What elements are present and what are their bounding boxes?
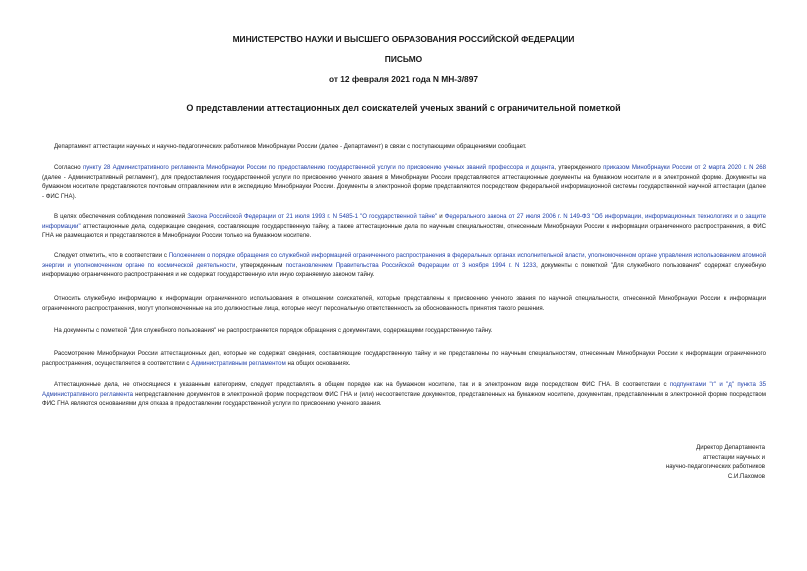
- paragraph-3-text-1: В целях обеспечения соблюдения положений: [54, 213, 188, 220]
- paragraph-7: [42, 349, 766, 368]
- paragraph-3-text-2: и: [437, 213, 445, 220]
- link-restricted-info-regulation[interactable]: Положением о порядке обращения со служебной информацией ограниченного распространения в федеральных органах исполнительной власти, уполномоченном органе управления использованием атомной энергии и уполномоченном органе по космической деятельности: [42, 252, 766, 269]
- signature-position: Директор Департамента: [696, 444, 765, 451]
- paragraph-2: [42, 163, 766, 201]
- paragraph-4-text-1: Следует отметить, что в соответствии с: [54, 252, 169, 259]
- paragraph-2-text-1: Согласно: [54, 164, 83, 171]
- paragraph-2-text-3: (далее - Административный регламент), для предоставления государственной услуги по присвоению ученого звания в Минобрнауки России представляются аттестационные документы на бумажном носителе и в электронной форме. Документы на бумажном носителе представляются почтовым отправлением или в экспедицию Минобрнауки России. Документы в электронной форме представляются посредством федеральной информационной системы государственной научной аттестации (далее - ФИС ГНА).: [42, 173, 766, 200]
- paragraph-5-text: Относить служебную информацию к информации ограниченного использования в отношении соискателей, которые представлены к присвоению ученого звания по научной специальности, отнесенной Минобрнауки России к информации ограниченного распространения, могут уполномоченные на это должностные лица, которые несут персональную ответственность за обоснованность принятия такого решения.: [42, 295, 766, 312]
- signature-name: С.И.Пахомов: [727, 472, 765, 480]
- link-order-268[interactable]: приказом Минобрнауки России от 2 марта 2020 г. N 268: [603, 164, 767, 171]
- paragraph-4-text-2: , утвержденным: [235, 261, 286, 269]
- paragraph-7-text-1: Рассмотрение Минобрнауки России аттестационных дел, которые не содержат сведения, составляющие государственную тайну и не представлены по научным специальностям, отнесенным Минобрнауки России к информации ограниченного распространения, осуществляется в соответствии с: [42, 350, 766, 367]
- paragraph-1: [42, 142, 766, 152]
- paragraph-8-text-2: непредставление документов в электронной форме посредством ФИС ГНА и (или) несоответствие документов, представленных на бумажном носителе, документам, представленным в электронной форме посредством ФИС ГНА являются основаниями для отказа в предоставлении государственной услуги по присвоению ученого звания.: [42, 390, 766, 408]
- paragraph-6-text: На документы с пометкой "Для служебного пользования" не распространяется порядок обращения с документами, содержащими государственную тайну.: [54, 327, 493, 334]
- paragraph-1-text: Департамент аттестации научных и научно-педагогических работников Минобрнауки России (далее - Департамент) в связи с поступающими обращениями сообщает.: [54, 143, 527, 150]
- document-subject: О представлении аттестационных дел соискателей ученых званий с ограничительной пометкой: [186, 103, 621, 113]
- link-information-law[interactable]: Федерального закона от 27 июля 2006 г. N 149-ФЗ "Об информации, информационных технологиях и о защите информации": [42, 213, 766, 230]
- paragraph-4: [42, 251, 766, 280]
- paragraph-5: [42, 294, 766, 313]
- paragraph-4-text-3: , документы с пометкой "Для служебного пользования" содержат служебную информацию ограниченного распространения и не содержат государственную или иную охраняемую законом тайну.: [42, 261, 766, 279]
- paragraph-8-text-1: Аттестационные дела, не относящиеся к указанным категориям, следует представлять в общем порядке как на бумажном носителе, так и в электронном виде посредством ФИС ГНА. В соответствии с: [54, 381, 670, 388]
- link-regulation-clause-28[interactable]: пункту 28 Административного регламента Минобрнауки России по предоставлению государственной услуги по присвоению ученых званий профессора и доцента: [82, 164, 555, 171]
- ministry-heading: МИНИСТЕРСТВО НАУКИ И ВЫСШЕГО ОБРАЗОВАНИЯ РОССИЙСКОЙ ФЕДЕРАЦИИ: [232, 34, 575, 44]
- link-state-secret-law[interactable]: Закона Российской Федерации от 21 июля 1993 г. N 5485-1 "О государственной тайне": [187, 213, 438, 220]
- paragraph-2-text-2: , утвержденного: [554, 164, 604, 171]
- document-type: ПИСЬМО: [384, 54, 423, 64]
- signature-department-cont: научно-педагогических работников: [665, 463, 765, 471]
- link-government-decree-1233[interactable]: постановлением Правительства Российской Федерации от 3 ноября 1994 г. N 1233: [285, 261, 537, 269]
- link-administrative-regulation[interactable]: Административным регламентом: [191, 359, 286, 367]
- signature-block: [666, 443, 765, 481]
- paragraph-3: [42, 212, 766, 241]
- signature-department: аттестации научных и: [702, 453, 765, 461]
- paragraph-8: [42, 380, 766, 409]
- paragraph-6: [42, 326, 766, 336]
- document-date-number: от 12 февраля 2021 года N МН-3/897: [328, 74, 479, 84]
- link-regulation-clause-35[interactable]: подпунктами "г" и "д" пункта 35 Административного регламента: [42, 381, 766, 398]
- paragraph-7-text-2: на общих основаниях.: [285, 359, 351, 367]
- paragraph-3-text-3: аттестационные дела, содержащие сведения, составляющие государственную тайну, а также аттестационные дела по научным специальностям, отнесенным Минобрнауки России к информации ограниченного распространения, в ФИС ГНА не размещаются и представляются в Минобрнауки России только на бумажном носителе.: [42, 222, 766, 240]
